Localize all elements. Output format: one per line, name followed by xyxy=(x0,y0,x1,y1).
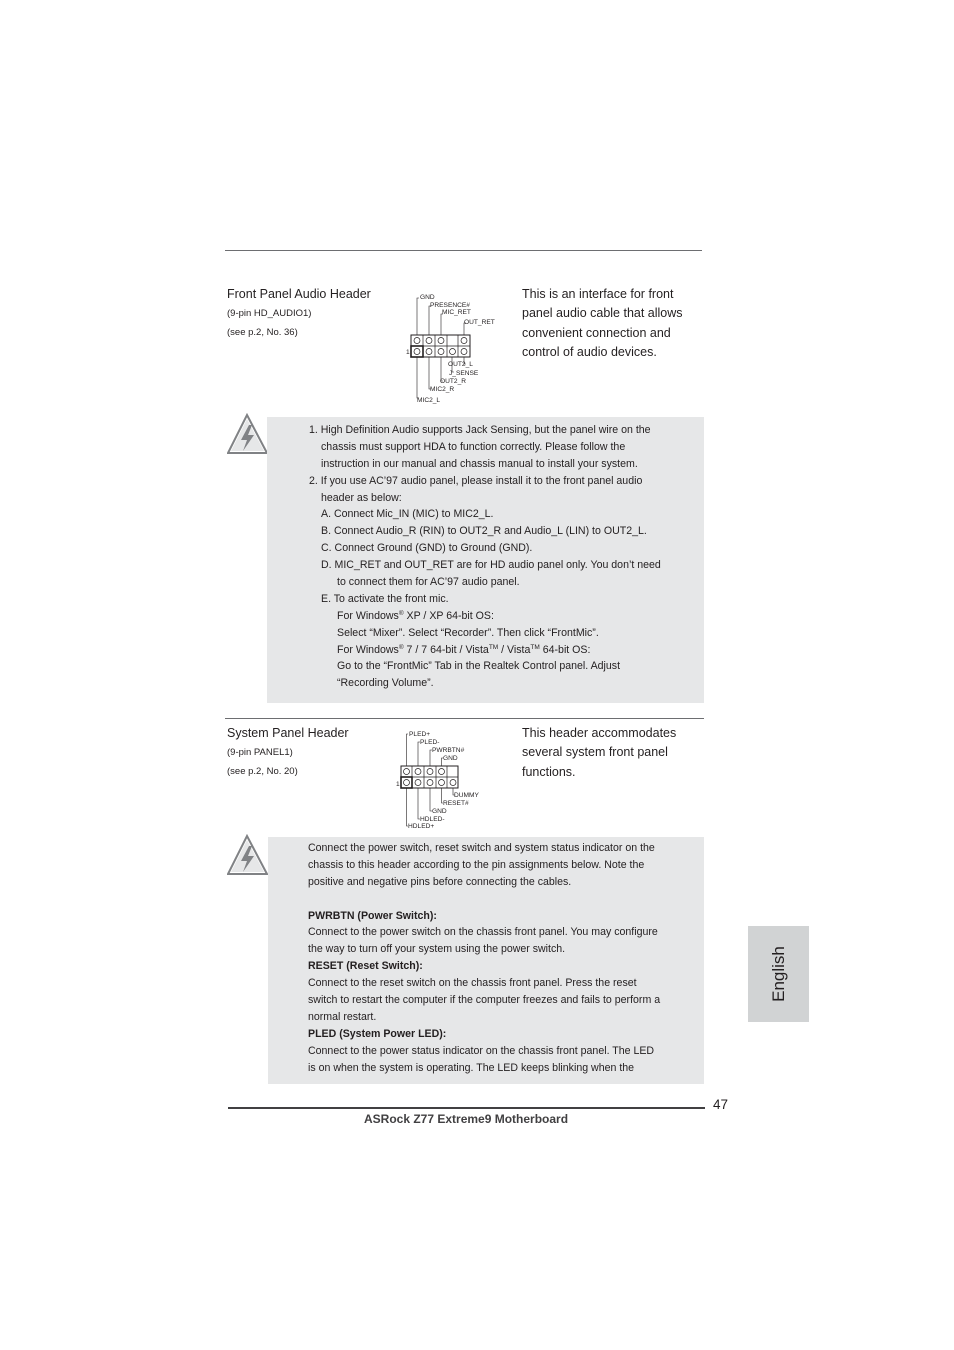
note-line: “Recording Volume”. xyxy=(337,677,434,690)
reset-heading: RESET (Reset Switch): xyxy=(308,960,423,973)
note-line: C. Connect Ground (GND) to Ground (GND). xyxy=(321,542,533,555)
note-line: normal restart. xyxy=(308,1010,377,1023)
pin-one-label: 1 xyxy=(396,781,400,788)
note-line: positive and negative pins before connecting the cables. xyxy=(308,875,572,888)
note-line: Go to the “FrontMic” Tab in the Realtek Control panel. Adjust xyxy=(337,660,621,673)
note-line: is on when the system is operating. The LED keeps blinking when the xyxy=(308,1061,635,1074)
system-panel-pin-label: (9-pin PANEL1) xyxy=(227,747,293,758)
system-panel-ref: (see p.2, No. 20) xyxy=(227,766,298,777)
warning-icon xyxy=(227,834,269,876)
pin-label: OUT_RET xyxy=(464,319,495,326)
pled-heading: PLED (System Power LED): xyxy=(308,1027,447,1040)
desc-line: control of audio devices. xyxy=(522,344,657,359)
pin-label: RESET# xyxy=(443,800,469,807)
section-rule xyxy=(225,718,704,719)
note-line: header as below: xyxy=(321,491,402,504)
page-number: 47 xyxy=(713,1097,729,1112)
system-panel-pin-diagram xyxy=(393,727,493,831)
warning-icon xyxy=(227,413,269,455)
top-rule xyxy=(225,250,702,251)
note-line: 1. High Definition Audio supports Jack Sensing, but the panel wire on the xyxy=(309,424,651,436)
pin-label: GND xyxy=(420,294,435,301)
footer-rule xyxy=(228,1107,705,1109)
note-line: B. Connect Audio_R (RIN) to OUT2_R and Audio_L (LIN) to OUT2_L. xyxy=(321,525,647,538)
note-line: instruction in our manual and chassis manual to install your system. xyxy=(321,457,638,470)
note-line: Select “Mixer”. Select “Recorder”. Then click “FrontMic”. xyxy=(337,626,599,639)
pin-label: GND xyxy=(432,808,447,815)
pin-label: PLED+ xyxy=(409,731,431,738)
footer-text: ASRock Z77 Extreme9 Motherboard xyxy=(364,1112,569,1126)
note-line: Connect the power switch, reset switch and system status indicator on the xyxy=(308,842,655,854)
desc-line: This is an interface for front xyxy=(522,287,674,301)
note-line: the way to turn off your system using the power switch. xyxy=(308,943,566,956)
system-panel-title: System Panel Header xyxy=(227,726,349,740)
pin-label: MIC2_L xyxy=(417,397,441,404)
front-audio-pin-label: (9-pin HD_AUDIO1) xyxy=(227,308,312,319)
pin-label: OUT2_L xyxy=(448,361,473,368)
note-line: Connect to the reset switch on the chassis front panel. Press the reset xyxy=(308,977,637,990)
note-line: Connect to the power switch on the chassis front panel. You may configure xyxy=(308,926,658,939)
pwrbtn-heading: PWRBTN (Power Switch): xyxy=(308,909,437,922)
pin-label: PWRBTN# xyxy=(432,747,465,754)
note-line: chassis must support HDA to function correctly. Please follow the xyxy=(321,440,626,453)
pin-label: OUT2_R xyxy=(440,378,467,385)
front-audio-description xyxy=(522,285,683,362)
pin-label: MIC_RET xyxy=(442,309,471,316)
desc-line: several system front panel xyxy=(522,745,668,760)
front-audio-ref: (see p.2, No. 36) xyxy=(227,327,298,338)
front-audio-title: Front Panel Audio Header xyxy=(227,287,371,301)
front-audio-pin-diagram xyxy=(400,288,510,406)
note-line: E. To activate the front mic. xyxy=(321,592,449,605)
note-line: chassis to this header according to the pin assignments below. Note the xyxy=(308,858,645,871)
note-line-winxp: For Windows® XP / XP 64-bit OS: xyxy=(337,609,494,622)
note-line-win7: For Windows® 7 / 7 64-bit / Vista™ / Vista™ 64-bit OS: xyxy=(337,643,591,656)
pin-label: DUMMY xyxy=(454,792,479,799)
audio-note xyxy=(309,422,661,692)
desc-line: panel audio cable that allows xyxy=(522,306,683,321)
pin-label: MIC2_R xyxy=(430,386,455,393)
note-line: A. Connect Mic_IN (MIC) to MIC2_L. xyxy=(321,508,494,521)
note-line: to connect them for AC’97 audio panel. xyxy=(337,576,520,589)
pin-one-label: 1 xyxy=(406,349,410,356)
desc-line: This header accommodates xyxy=(522,726,677,740)
note-line: Connect to the power status indicator on the chassis front panel. The LED xyxy=(308,1044,655,1057)
pin-label: GND xyxy=(443,755,458,762)
note-line: 2. If you use AC’97 audio panel, please install it to the front panel audio xyxy=(309,474,643,487)
note-line: switch to restart the computer if the computer freezes and fails to perform a xyxy=(308,994,661,1007)
pin-label: HDLED+ xyxy=(408,823,435,830)
pin-label: PLED- xyxy=(420,739,440,746)
desc-line: functions. xyxy=(522,764,576,779)
language-tab xyxy=(748,926,809,1022)
pin-label: PRESENCE# xyxy=(430,302,470,309)
system-panel-description xyxy=(522,724,676,782)
desc-line: convenient connection and xyxy=(522,325,671,340)
pin-label: HDLED- xyxy=(420,816,445,823)
pin-label: J_SENSE xyxy=(449,370,479,377)
system-note xyxy=(308,840,660,1076)
note-line: D. MIC_RET and OUT_RET are for HD audio panel only. You don’t need xyxy=(321,559,661,572)
language-tab-label: English xyxy=(768,946,788,1002)
